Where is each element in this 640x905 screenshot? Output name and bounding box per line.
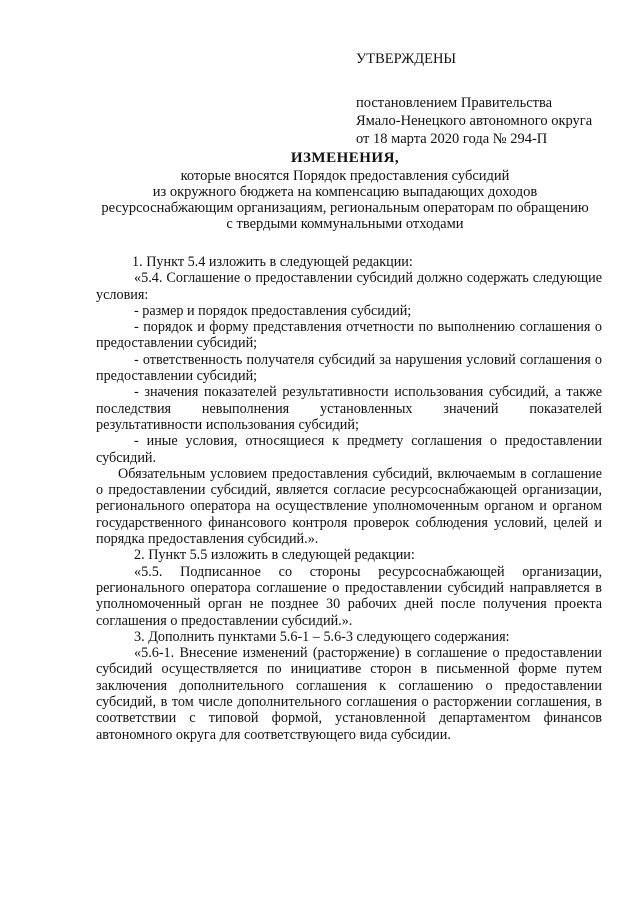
title-line: ресурсоснабжающим организациям, региональным операторам по обращению: [101, 200, 589, 216]
approval-stamp: УТВЕРЖДЕНЫ: [356, 51, 457, 67]
paragraph: 1. Пункт 5.4 изложить в следующей редакции:: [132, 254, 413, 270]
title-line: которые вносятся Порядок предоставления субсидий: [180, 168, 510, 184]
paragraph: «5.4. Соглашение о предоставлении субсидий должно содержать следующие условия:: [96, 270, 602, 303]
approval-line: от 18 марта 2020 года № 294-П: [356, 131, 548, 147]
title-heading: ИЗМЕНЕНИЯ,: [290, 150, 400, 166]
paragraph: «5.6-1. Внесение изменений (расторжение) в соглашение о предоставлении субсидий осуществляется по инициативе сторон в письменной форме путем заключения дополнительного соглашения к соглашению о предоставлении субсидий, в том числе дополнительного соглашения о расторжении соглашения, в соответствии с типовой формой, установленной департаментом финансов автономного округа для соответствующего вида субсидии.: [96, 645, 602, 743]
title-line: с твердыми коммунальными отходами: [226, 216, 464, 232]
paragraph: «5.5. Подписанное со стороны ресурсоснабжающей организации, регионального оператора соглашение о предоставлении субсидий направляется в уполномоченный орган не позднее 30 рабочих дней после получения проекта соглашения о предоставлении субсидий.».: [96, 563, 602, 629]
paragraph: - значения показателей результативности использования субсидий, а также последствия невыполнения установленных значений показателей результативности использования субсидий;: [96, 384, 602, 433]
approval-line: Ямало-Ненецкого автономного округа: [356, 113, 593, 129]
paragraph: Обязательным условием предоставления субсидий, включаемым в соглашение о предоставлении субсидий, является согласие ресурсоснабжающей организации, регионального оператора на осуществление уполномоченным органом и органом государственного финансового контроля проверок соблюдения условий, целей и порядка предоставления субсидий.».: [96, 465, 602, 548]
approval-block: [356, 50, 626, 148]
paragraph: 2. Пункт 5.5 изложить в следующей редакции:: [134, 547, 415, 564]
paragraph: - ответственность получателя субсидий за нарушения условий соглашения о предоставлении субсидий;: [96, 351, 602, 385]
paragraph: 3. Дополнить пунктами 5.6-1 – 5.6-3 следующего содержания:: [134, 628, 510, 645]
approval-line: постановлением Правительства: [356, 95, 553, 111]
document-body: [96, 254, 602, 743]
paragraph: - размер и порядок предоставления субсидий;: [134, 302, 412, 319]
paragraph: - иные условия, относящиеся к предмету соглашения о предоставлении субсидий.: [96, 433, 602, 466]
document-title: [90, 150, 600, 232]
title-line: из окружного бюджета на компенсацию выпадающих доходов: [152, 184, 538, 200]
paragraph: - порядок и форму представления отчетности по выполнению соглашения о предоставлении субсидий;: [96, 319, 602, 352]
